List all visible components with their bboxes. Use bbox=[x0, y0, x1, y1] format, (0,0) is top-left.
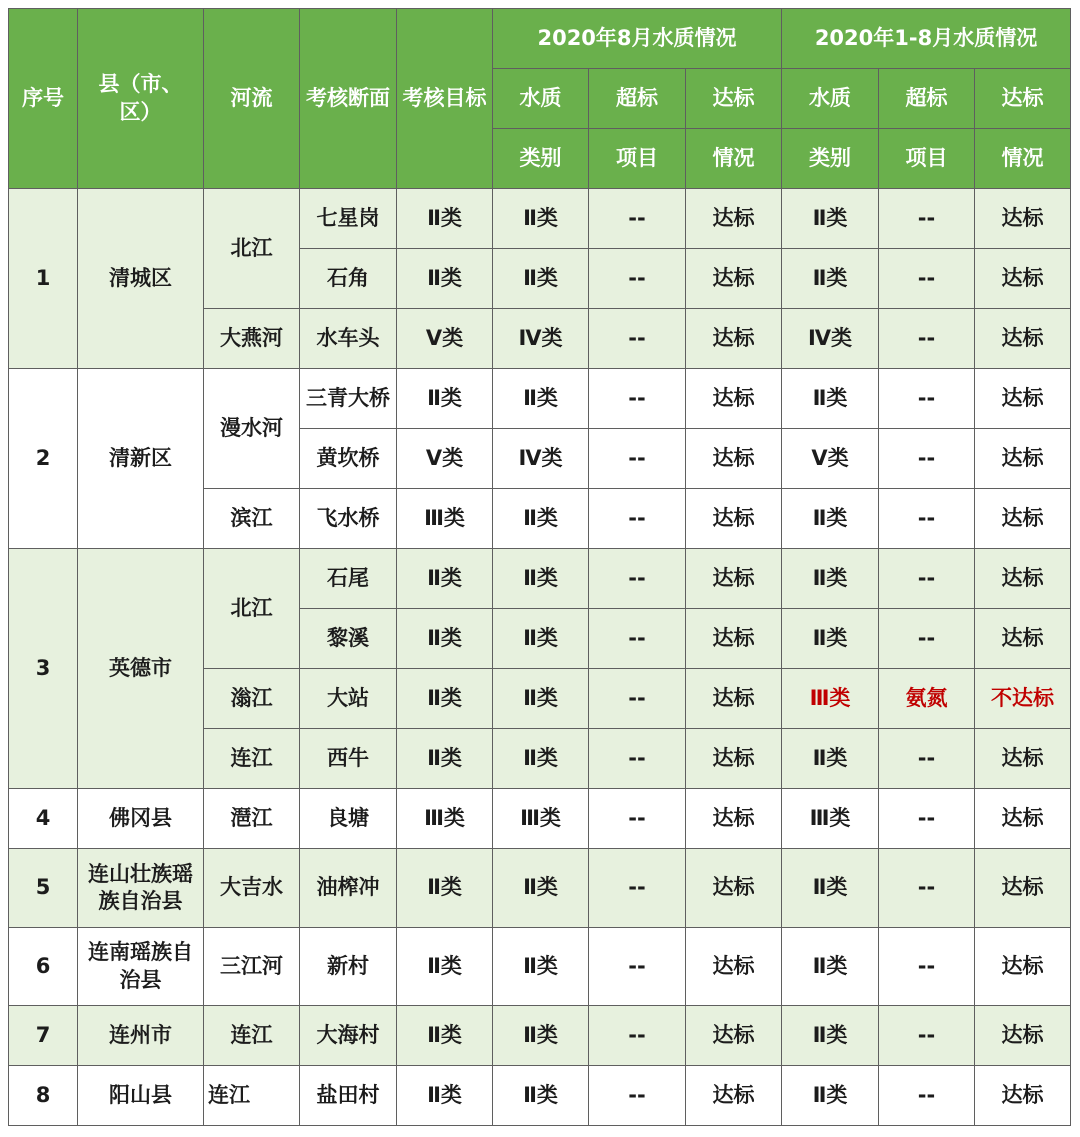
ytd-exceed-cell: -- bbox=[879, 369, 975, 429]
ytd-class-cell: Ⅱ类 bbox=[782, 1006, 879, 1066]
ytd-class-cell: Ⅱ类 bbox=[782, 1066, 879, 1126]
aug-status-cell: 达标 bbox=[686, 1066, 782, 1126]
header-aug-exceed-top: 超标 bbox=[589, 69, 686, 129]
aug-class-cell: Ⅱ类 bbox=[493, 609, 589, 669]
header-river: 河流 bbox=[204, 9, 300, 189]
ytd-exceed-cell: -- bbox=[879, 489, 975, 549]
ytd-status-cell: 达标 bbox=[975, 369, 1071, 429]
ytd-exceed-cell: -- bbox=[879, 1006, 975, 1066]
header-target: 考核目标 bbox=[397, 9, 493, 189]
aug-status-cell: 达标 bbox=[686, 1006, 782, 1066]
river-cell: 北江 bbox=[204, 549, 300, 669]
aug-class-cell: Ⅱ类 bbox=[493, 549, 589, 609]
target-cell: Ⅴ类 bbox=[397, 429, 493, 489]
header-ytd-class-bottom: 类别 bbox=[782, 129, 879, 189]
river-cell: 滨江 bbox=[204, 489, 300, 549]
table-row bbox=[9, 189, 1071, 249]
header-ytd-class-top: 水质 bbox=[782, 69, 879, 129]
county-cell: 清城区 bbox=[78, 189, 204, 369]
section-cell: 油榨冲 bbox=[300, 849, 397, 928]
aug-exceed-cell: -- bbox=[589, 609, 686, 669]
aug-status-cell: 达标 bbox=[686, 928, 782, 1006]
table-row bbox=[9, 928, 1071, 1006]
ytd-class-cell: Ⅱ类 bbox=[782, 729, 879, 789]
ytd-class-cell: Ⅱ类 bbox=[782, 189, 879, 249]
aug-exceed-cell: -- bbox=[589, 249, 686, 309]
aug-exceed-cell: -- bbox=[589, 1066, 686, 1126]
seq-cell: 6 bbox=[9, 928, 78, 1006]
aug-status-cell: 达标 bbox=[686, 669, 782, 729]
target-cell: Ⅱ类 bbox=[397, 849, 493, 928]
aug-class-cell: Ⅳ类 bbox=[493, 309, 589, 369]
table-row bbox=[9, 1066, 1071, 1126]
aug-class-cell: Ⅱ类 bbox=[493, 1006, 589, 1066]
ytd-exceed-cell: -- bbox=[879, 549, 975, 609]
ytd-exceed-cell: -- bbox=[879, 928, 975, 1006]
ytd-exceed-cell: -- bbox=[879, 789, 975, 849]
aug-exceed-cell: -- bbox=[589, 189, 686, 249]
section-cell: 大海村 bbox=[300, 1006, 397, 1066]
river-cell: 三江河 bbox=[204, 928, 300, 1006]
header-ytd-status-top: 达标 bbox=[975, 69, 1071, 129]
river-cell: 潖江 bbox=[204, 789, 300, 849]
river-cell: 大燕河 bbox=[204, 309, 300, 369]
target-cell: Ⅱ类 bbox=[397, 609, 493, 669]
target-cell: Ⅲ类 bbox=[397, 489, 493, 549]
aug-exceed-cell: -- bbox=[589, 729, 686, 789]
ytd-status-cell: 达标 bbox=[975, 729, 1071, 789]
aug-class-cell: Ⅱ类 bbox=[493, 669, 589, 729]
aug-status-cell: 达标 bbox=[686, 849, 782, 928]
target-cell: Ⅱ类 bbox=[397, 928, 493, 1006]
aug-class-cell: Ⅱ类 bbox=[493, 189, 589, 249]
section-cell: 三青大桥 bbox=[300, 369, 397, 429]
ytd-class-cell: Ⅱ类 bbox=[782, 928, 879, 1006]
aug-status-cell: 达标 bbox=[686, 789, 782, 849]
ytd-class-cell: Ⅴ类 bbox=[782, 429, 879, 489]
county-cell: 清新区 bbox=[78, 369, 204, 549]
section-cell: 石角 bbox=[300, 249, 397, 309]
table-row bbox=[9, 849, 1071, 928]
aug-exceed-cell: -- bbox=[589, 1006, 686, 1066]
aug-exceed-cell: -- bbox=[589, 669, 686, 729]
target-cell: Ⅲ类 bbox=[397, 789, 493, 849]
aug-exceed-cell: -- bbox=[589, 489, 686, 549]
header-aug-status-bottom: 情况 bbox=[686, 129, 782, 189]
header-aug-class-top: 水质 bbox=[493, 69, 589, 129]
header-aug-class-bottom: 类别 bbox=[493, 129, 589, 189]
aug-status-cell: 达标 bbox=[686, 189, 782, 249]
section-cell: 七星岗 bbox=[300, 189, 397, 249]
section-cell: 新村 bbox=[300, 928, 397, 1006]
aug-exceed-cell: -- bbox=[589, 549, 686, 609]
ytd-status-cell: 达标 bbox=[975, 609, 1071, 669]
ytd-class-cell: Ⅱ类 bbox=[782, 549, 879, 609]
target-cell: Ⅱ类 bbox=[397, 1006, 493, 1066]
aug-exceed-cell: -- bbox=[589, 429, 686, 489]
aug-status-cell: 达标 bbox=[686, 429, 782, 489]
aug-status-cell: 达标 bbox=[686, 729, 782, 789]
seq-cell: 2 bbox=[9, 369, 78, 549]
ytd-class-cell: Ⅳ类 bbox=[782, 309, 879, 369]
river-cell: 北江 bbox=[204, 189, 300, 309]
seq-cell: 3 bbox=[9, 549, 78, 789]
county-cell: 连山壮族瑶族自治县 bbox=[78, 849, 204, 928]
header-ytd-exceed-top: 超标 bbox=[879, 69, 975, 129]
ytd-status-cell: 达标 bbox=[975, 189, 1071, 249]
header-ytd-exceed-bottom: 项目 bbox=[879, 129, 975, 189]
section-cell: 水车头 bbox=[300, 309, 397, 369]
aug-exceed-cell: -- bbox=[589, 789, 686, 849]
ytd-status-cell: 达标 bbox=[975, 249, 1071, 309]
ytd-exceed-cell: -- bbox=[879, 249, 975, 309]
county-cell: 佛冈县 bbox=[78, 789, 204, 849]
seq-cell: 8 bbox=[9, 1066, 78, 1126]
header-aug-status-top: 达标 bbox=[686, 69, 782, 129]
target-cell: Ⅱ类 bbox=[397, 189, 493, 249]
aug-exceed-cell: -- bbox=[589, 928, 686, 1006]
aug-status-cell: 达标 bbox=[686, 369, 782, 429]
header-seq: 序号 bbox=[9, 9, 78, 189]
ytd-status-cell: 达标 bbox=[975, 429, 1071, 489]
ytd-status-cell: 达标 bbox=[975, 849, 1071, 928]
aug-exceed-cell: -- bbox=[589, 849, 686, 928]
section-cell: 飞水桥 bbox=[300, 489, 397, 549]
header-section: 考核断面 bbox=[300, 9, 397, 189]
table-row bbox=[9, 369, 1071, 429]
ytd-exceed-cell: -- bbox=[879, 849, 975, 928]
target-cell: Ⅱ类 bbox=[397, 729, 493, 789]
county-cell: 阳山县 bbox=[78, 1066, 204, 1126]
header-aug-exceed-bottom: 项目 bbox=[589, 129, 686, 189]
aug-class-cell: Ⅱ类 bbox=[493, 849, 589, 928]
county-cell: 连州市 bbox=[78, 1006, 204, 1066]
header-group-august: 2020年8月水质情况 bbox=[493, 9, 782, 69]
table-row bbox=[9, 1006, 1071, 1066]
ytd-status-cell: 达标 bbox=[975, 549, 1071, 609]
river-cell: 连江 bbox=[204, 1006, 300, 1066]
ytd-exceed-cell: -- bbox=[879, 729, 975, 789]
header-ytd-status-bottom: 情况 bbox=[975, 129, 1071, 189]
ytd-exceed-cell: -- bbox=[879, 189, 975, 249]
section-cell: 西牛 bbox=[300, 729, 397, 789]
ytd-class-cell: Ⅱ类 bbox=[782, 849, 879, 928]
ytd-status-cell-alert: 不达标 bbox=[975, 669, 1071, 729]
target-cell: Ⅱ类 bbox=[397, 249, 493, 309]
aug-class-cell: Ⅱ类 bbox=[493, 489, 589, 549]
ytd-exceed-cell: -- bbox=[879, 609, 975, 669]
aug-status-cell: 达标 bbox=[686, 249, 782, 309]
table-row bbox=[9, 789, 1071, 849]
section-cell: 石尾 bbox=[300, 549, 397, 609]
ytd-exceed-cell: -- bbox=[879, 1066, 975, 1126]
ytd-exceed-cell: -- bbox=[879, 429, 975, 489]
aug-class-cell: Ⅱ类 bbox=[493, 928, 589, 1006]
ytd-class-cell: Ⅱ类 bbox=[782, 489, 879, 549]
aug-class-cell: Ⅳ类 bbox=[493, 429, 589, 489]
aug-status-cell: 达标 bbox=[686, 609, 782, 669]
aug-status-cell: 达标 bbox=[686, 489, 782, 549]
aug-status-cell: 达标 bbox=[686, 549, 782, 609]
aug-class-cell: Ⅱ类 bbox=[493, 369, 589, 429]
ytd-exceed-cell: -- bbox=[879, 309, 975, 369]
seq-cell: 5 bbox=[9, 849, 78, 928]
aug-class-cell: Ⅱ类 bbox=[493, 249, 589, 309]
seq-cell: 4 bbox=[9, 789, 78, 849]
seq-cell: 7 bbox=[9, 1006, 78, 1066]
river-cell: 滃江 bbox=[204, 669, 300, 729]
section-cell: 盐田村 bbox=[300, 1066, 397, 1126]
county-cell: 英德市 bbox=[78, 549, 204, 789]
header-group-jan-aug: 2020年1-8月水质情况 bbox=[782, 9, 1071, 69]
section-cell: 黄坎桥 bbox=[300, 429, 397, 489]
section-cell: 大站 bbox=[300, 669, 397, 729]
county-cell: 连南瑶族自治县 bbox=[78, 928, 204, 1006]
aug-class-cell: Ⅲ类 bbox=[493, 789, 589, 849]
river-cell: 连江 bbox=[204, 729, 300, 789]
header-county: 县（市、区） bbox=[78, 9, 204, 189]
ytd-status-cell: 达标 bbox=[975, 1066, 1071, 1126]
ytd-class-cell: Ⅲ类 bbox=[782, 789, 879, 849]
ytd-status-cell: 达标 bbox=[975, 1006, 1071, 1066]
aug-class-cell: Ⅱ类 bbox=[493, 1066, 589, 1126]
table-row bbox=[9, 549, 1071, 609]
ytd-status-cell: 达标 bbox=[975, 489, 1071, 549]
river-cell: 大吉水 bbox=[204, 849, 300, 928]
section-cell: 黎溪 bbox=[300, 609, 397, 669]
aug-class-cell: Ⅱ类 bbox=[493, 729, 589, 789]
aug-exceed-cell: -- bbox=[589, 369, 686, 429]
ytd-exceed-cell-alert: 氨氮 bbox=[879, 669, 975, 729]
ytd-status-cell: 达标 bbox=[975, 309, 1071, 369]
target-cell: Ⅱ类 bbox=[397, 549, 493, 609]
target-cell: Ⅱ类 bbox=[397, 369, 493, 429]
river-cell: 连江 bbox=[204, 1066, 300, 1126]
ytd-class-cell: Ⅱ类 bbox=[782, 249, 879, 309]
river-cell: 漫水河 bbox=[204, 369, 300, 489]
aug-status-cell: 达标 bbox=[686, 309, 782, 369]
water-quality-table bbox=[8, 8, 1071, 1126]
aug-exceed-cell: -- bbox=[589, 309, 686, 369]
ytd-status-cell: 达标 bbox=[975, 789, 1071, 849]
seq-cell: 1 bbox=[9, 189, 78, 369]
target-cell: Ⅱ类 bbox=[397, 669, 493, 729]
target-cell: Ⅱ类 bbox=[397, 1066, 493, 1126]
section-cell: 良塘 bbox=[300, 789, 397, 849]
target-cell: Ⅴ类 bbox=[397, 309, 493, 369]
ytd-class-cell: Ⅱ类 bbox=[782, 609, 879, 669]
ytd-status-cell: 达标 bbox=[975, 928, 1071, 1006]
ytd-class-cell-alert: Ⅲ类 bbox=[782, 669, 879, 729]
ytd-class-cell: Ⅱ类 bbox=[782, 369, 879, 429]
